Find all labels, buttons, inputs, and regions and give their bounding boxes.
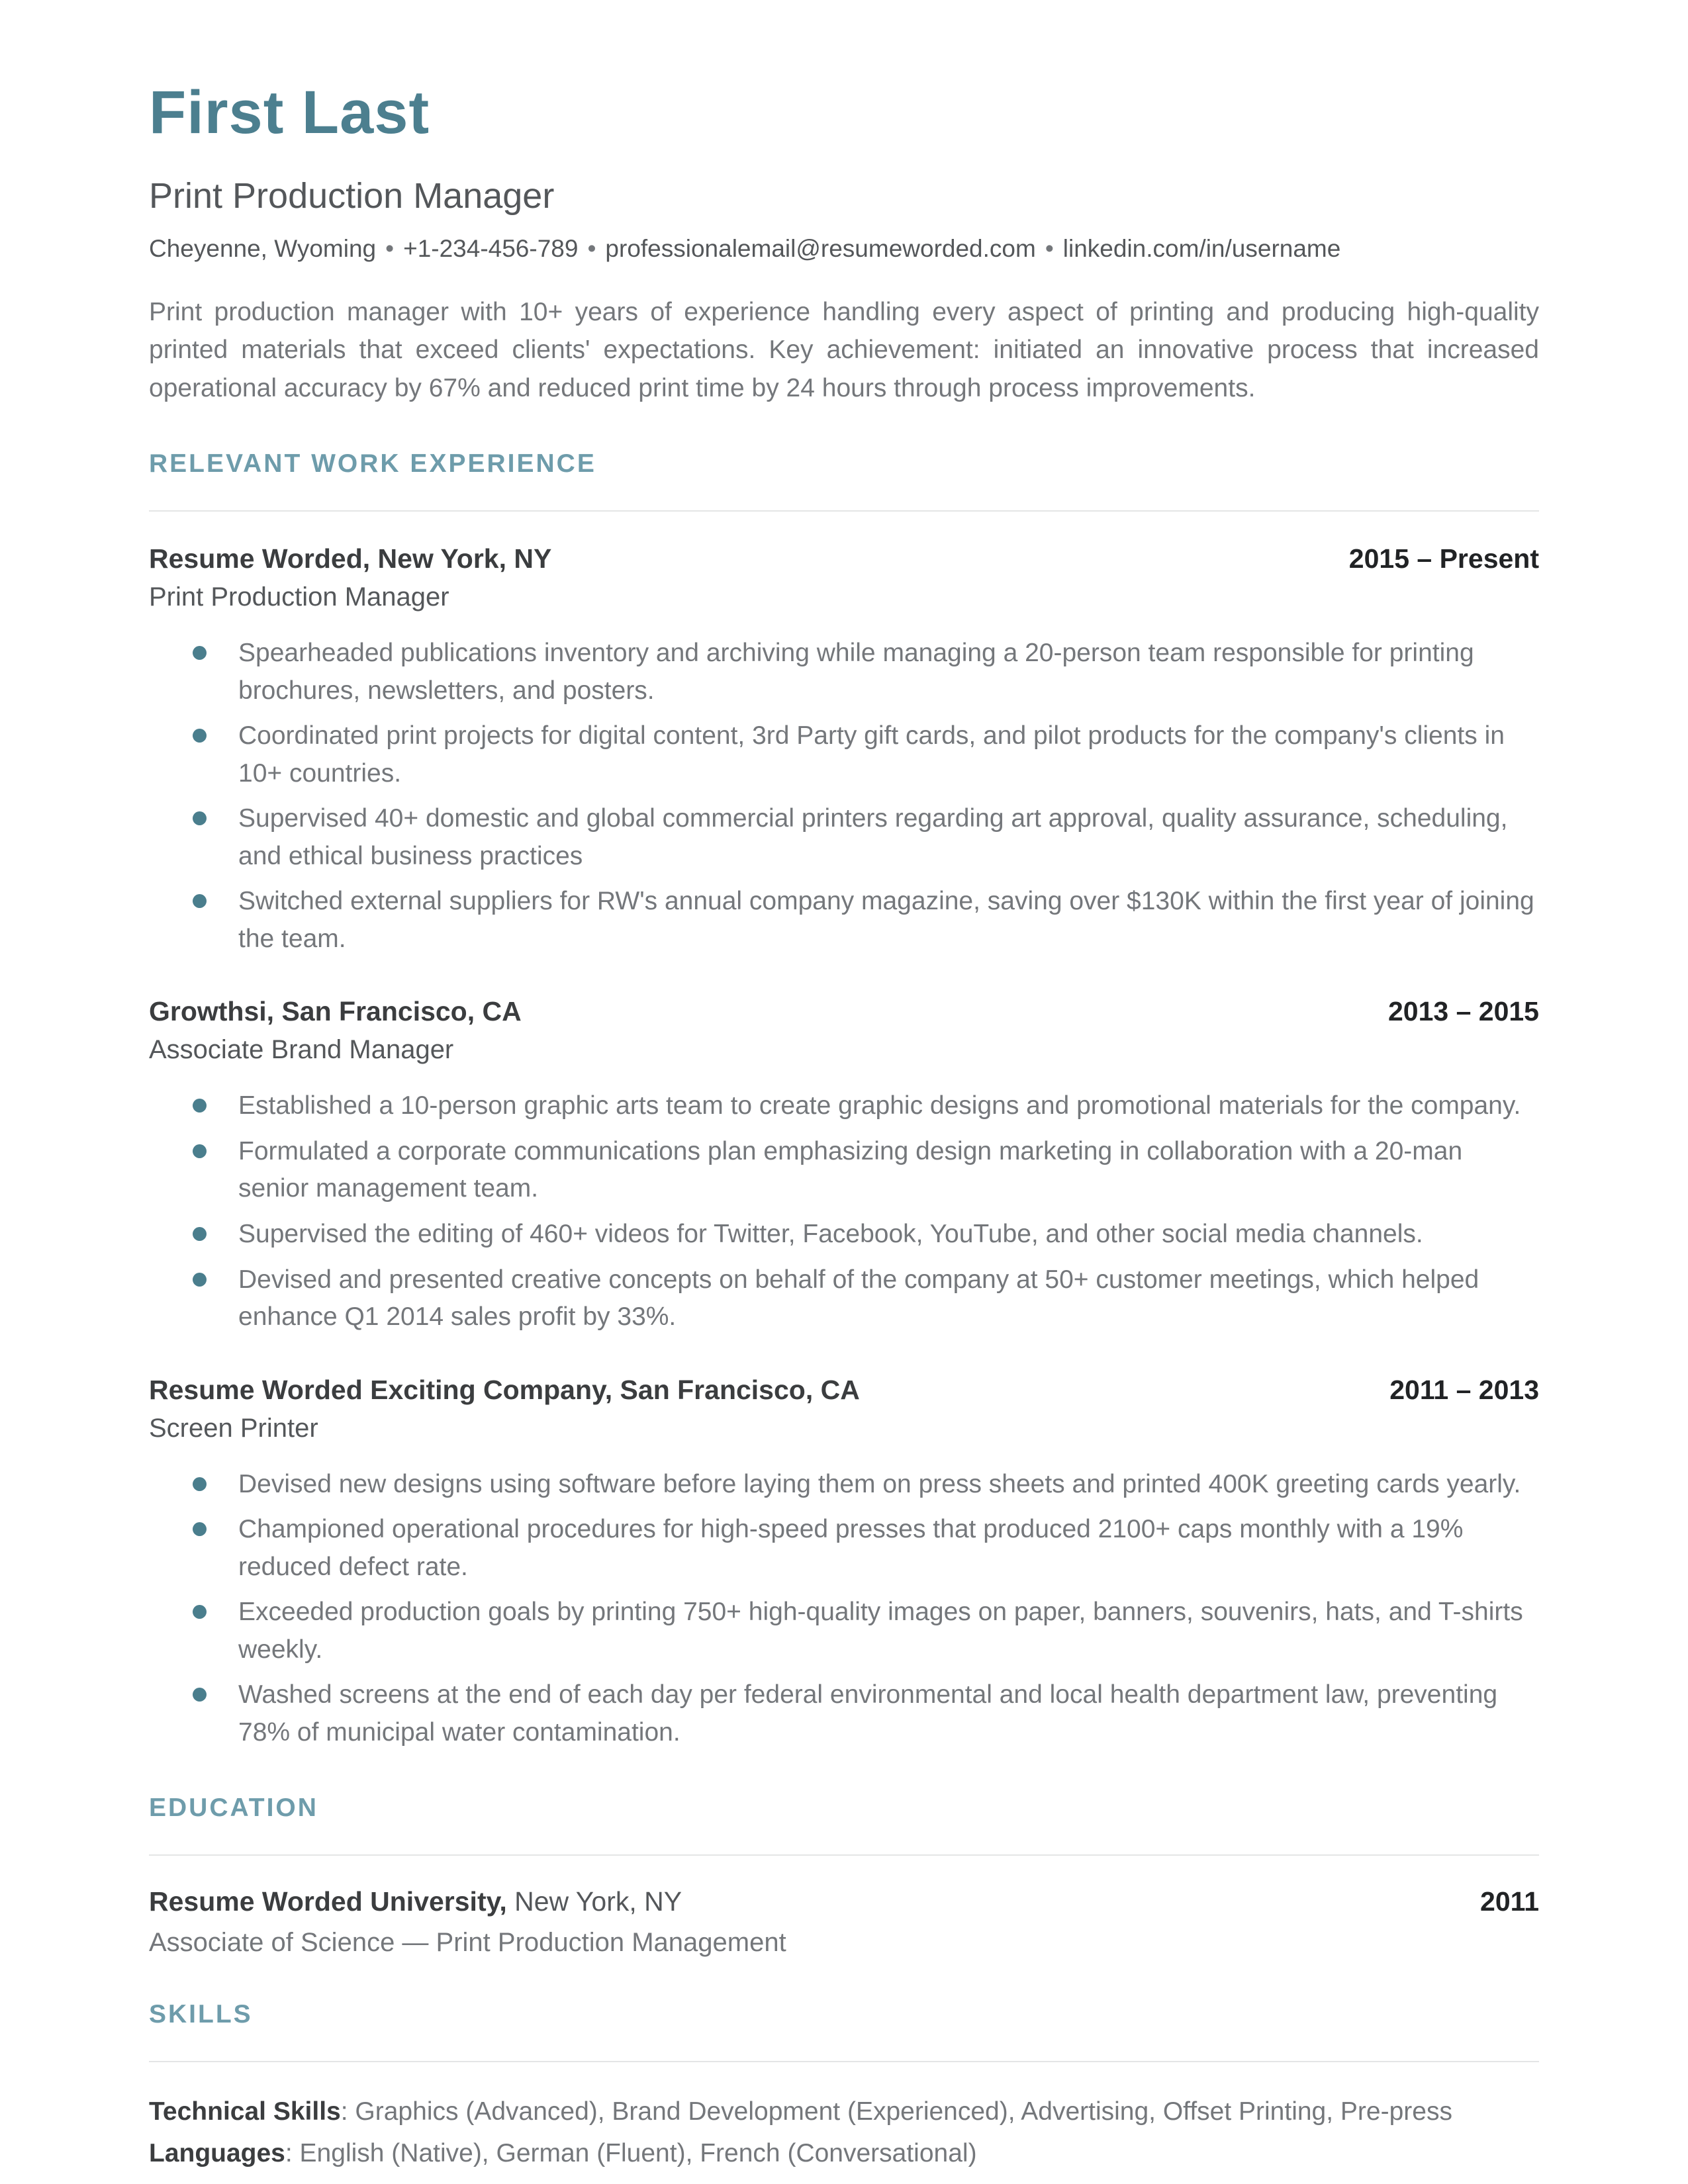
contact-separator: •	[385, 235, 395, 262]
skill-value: : Graphics (Advanced), Brand Development (Experienced), Advertising, Offset Printing, Pre-press	[340, 2097, 1452, 2126]
bullet-item	[149, 1087, 1539, 1125]
bullet-text: Washed screens at the end of each day per federal environmental and local health department law, preventing 78% of municipal water contamination.	[238, 1680, 1498, 1747]
education-entry	[149, 1886, 1539, 1958]
section-skills	[149, 2000, 1539, 2174]
skill-value: : English (Native), German (Fluent), French (Conversational)	[285, 2138, 977, 2167]
education-date: 2011	[1480, 1886, 1539, 1917]
bullet-text: Devised and presented creative concepts on behalf of the company at 50+ customer meetings, which helped enhance Q1 2014 sales profit by 33%.	[238, 1265, 1479, 1332]
bullet-item	[149, 1511, 1539, 1586]
school-name: Resume Worded University,	[149, 1886, 507, 1917]
skill-label: Languages	[149, 2138, 285, 2167]
bullet-item	[149, 1466, 1539, 1504]
bullet-icon	[193, 1099, 207, 1113]
bullet-text: Devised new designs using software before laying them on press sheets and printed 400K greeting cards yearly.	[238, 1469, 1521, 1498]
contact-linkedin: linkedin.com/in/username	[1062, 235, 1341, 262]
job-dates: 2011 – 2013	[1389, 1374, 1539, 1405]
contact-line	[149, 235, 1539, 263]
section-divider	[149, 2061, 1539, 2062]
skill-row	[149, 2133, 1539, 2174]
job-bullets	[149, 1466, 1539, 1752]
section-divider	[149, 1854, 1539, 1856]
bullet-text: Supervised the editing of 460+ videos for Twitter, Facebook, YouTube, and other social media channels.	[238, 1220, 1423, 1248]
experience-heading: RELEVANT WORK EXPERIENCE	[149, 449, 596, 478]
candidate-name: First Last	[149, 79, 430, 146]
contact-location: Cheyenne, Wyoming	[149, 235, 377, 262]
job-title: Associate Brand Manager	[149, 1035, 454, 1065]
bullet-item	[149, 1261, 1539, 1336]
school-line	[149, 1886, 682, 1917]
skills-heading: SKILLS	[149, 2000, 253, 2029]
section-education	[149, 1794, 1539, 1958]
bullet-icon	[193, 1273, 207, 1287]
job-header	[149, 543, 1539, 574]
education-header	[149, 1886, 1539, 1917]
job-entry	[149, 1375, 1539, 1752]
bullet-icon	[193, 1144, 207, 1158]
school-location: New York, NY	[506, 1886, 682, 1917]
job-entry	[149, 543, 1539, 958]
bullet-text: Switched external suppliers for RW's annual company magazine, saving over $130K within the first year of joining the team.	[238, 887, 1534, 953]
bullet-item	[149, 1133, 1539, 1208]
job-bullets	[149, 1087, 1539, 1336]
bullet-text: Spearheaded publications inventory and archiving while managing a 20-person team responsible for printing brochures, newsletters, and posters.	[238, 638, 1474, 705]
job-company: Resume Worded, New York, NY	[149, 543, 552, 574]
bullet-item	[149, 1216, 1539, 1253]
bullet-icon	[193, 894, 207, 908]
bullet-icon	[193, 1227, 207, 1241]
resume-header	[149, 78, 1539, 407]
bullet-item	[149, 1594, 1539, 1668]
job-entry	[149, 996, 1539, 1336]
bullet-icon	[193, 1477, 207, 1491]
job-company: Growthsi, San Francisco, CA	[149, 996, 522, 1027]
job-title: Screen Printer	[149, 1413, 318, 1443]
bullet-icon	[193, 729, 207, 743]
job-dates: 2013 – 2015	[1387, 996, 1539, 1027]
bullet-text: Supervised 40+ domestic and global commercial printers regarding art approval, quality assurance, scheduling, and ethical business practices	[238, 804, 1508, 870]
job-bullets	[149, 635, 1539, 958]
contact-email: professionalemail@resumeworded.com	[605, 235, 1036, 262]
section-experience	[149, 449, 1539, 1751]
section-divider	[149, 510, 1539, 512]
bullet-text: Established a 10-person graphic arts team to create graphic designs and promotional materials for the company.	[238, 1091, 1521, 1120]
bullet-icon	[193, 811, 207, 825]
job-dates: 2015 – Present	[1348, 543, 1539, 574]
contact-separator: •	[1045, 235, 1054, 262]
skill-row	[149, 2091, 1539, 2132]
contact-phone: +1-234-456-789	[403, 235, 579, 262]
bullet-text: Exceeded production goals by printing 750+ high-quality images on paper, banners, souvenirs, hats, and T-shirts weekly.	[238, 1598, 1523, 1664]
bullet-text: Coordinated print projects for digital content, 3rd Party gift cards, and pilot products for the company's clients in 10+ countries.	[238, 721, 1505, 788]
bullet-icon	[193, 1688, 207, 1702]
bullet-item	[149, 635, 1539, 709]
bullet-icon	[193, 1605, 207, 1619]
degree-line: Associate of Science — Print Production Management	[149, 1928, 786, 1958]
bullet-item	[149, 883, 1539, 958]
bullet-text: Championed operational procedures for high-speed presses that produced 2100+ caps monthly with a 19% reduced defect rate.	[238, 1515, 1464, 1581]
skills-body	[149, 2091, 1539, 2174]
bullet-item	[149, 800, 1539, 875]
bullet-text: Formulated a corporate communications plan emphasizing design marketing in collaboration with a 20-man senior management team.	[238, 1136, 1463, 1203]
job-title: Print Production Manager	[149, 582, 449, 612]
professional-summary: Print production manager with 10+ years of experience handling every aspect of printing and producing high-quality printed materials that exceed clients' expectations. Key achievement: initiated an innovative process that increased operational accuracy by 67% and reduced print time by 24 hours through process improvements.	[149, 298, 1539, 402]
bullet-item	[149, 717, 1539, 792]
contact-separator: •	[587, 235, 596, 262]
education-heading: EDUCATION	[149, 1794, 318, 1823]
skill-label: Technical Skills	[149, 2097, 341, 2126]
bullet-item	[149, 1676, 1539, 1751]
job-company: Resume Worded Exciting Company, San Francisco, CA	[149, 1374, 860, 1405]
bullet-icon	[193, 646, 207, 660]
job-header	[149, 1375, 1539, 1406]
bullet-icon	[193, 1522, 207, 1536]
candidate-headline: Print Production Manager	[149, 176, 555, 216]
job-header	[149, 996, 1539, 1027]
